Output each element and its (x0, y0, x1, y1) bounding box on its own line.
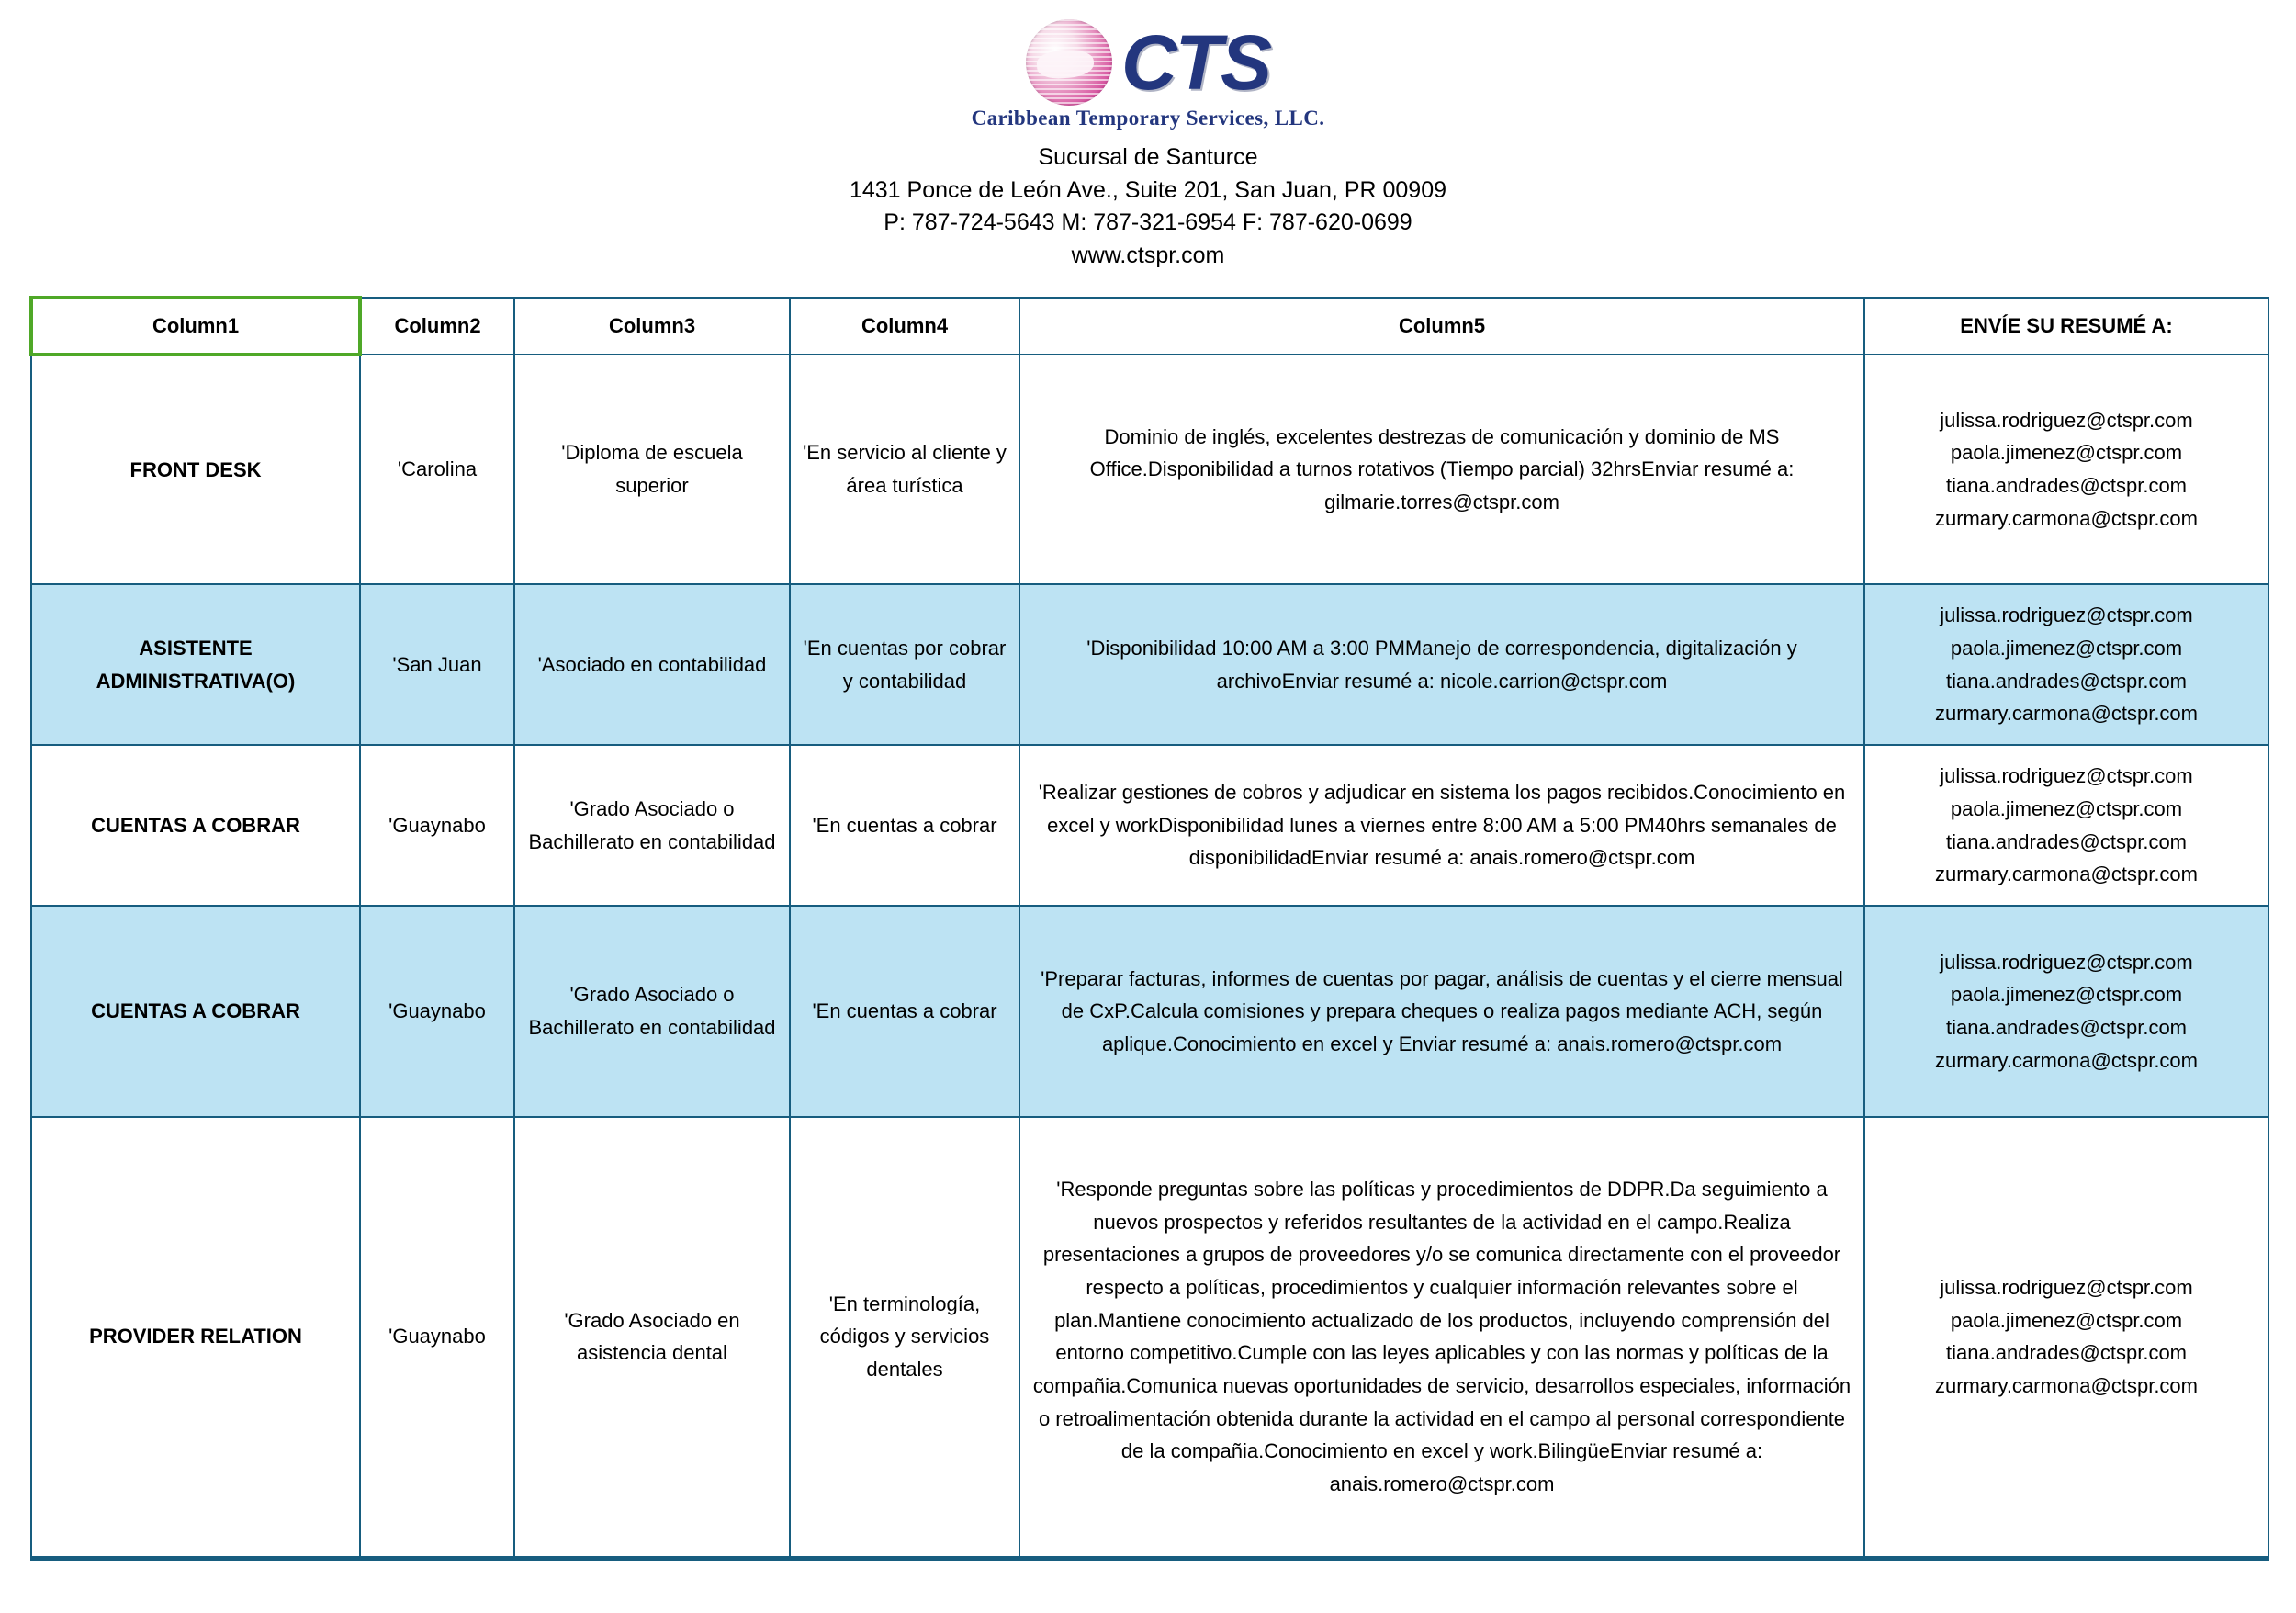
cell-col3[interactable]: 'Grado Asociado o Bachillerato en contabilidad (514, 906, 790, 1117)
cell-col1[interactable]: FRONT DESK (31, 355, 360, 584)
header-row (31, 298, 2268, 355)
cell-col2[interactable]: 'Carolina (360, 355, 514, 584)
jobs-table-container (29, 296, 2267, 1561)
cell-emails[interactable] (1864, 906, 2268, 1117)
cell-col1[interactable]: PROVIDER RELATION (31, 1117, 360, 1558)
globe-icon (1026, 19, 1112, 106)
email-address[interactable]: tiana.andrades@ctspr.com (1945, 669, 2188, 693)
table-row[interactable] (31, 906, 2268, 1117)
company-logo (972, 13, 1325, 130)
cell-col2[interactable]: 'Guaynabo (360, 745, 514, 906)
column-header-4[interactable]: Column4 (790, 298, 1019, 355)
cell-col3[interactable]: 'Grado Asociado en asistencia dental (514, 1117, 790, 1558)
email-address[interactable]: zurmary.carmona@ctspr.com (1935, 863, 2198, 886)
email-address[interactable]: tiana.andrades@ctspr.com (1945, 474, 2188, 497)
column-header-2[interactable]: Column2 (360, 298, 514, 355)
cell-col1[interactable]: CUENTAS A COBRAR (31, 745, 360, 906)
cell-col2[interactable]: 'San Juan (360, 584, 514, 745)
email-address[interactable]: julissa.rodriguez@ctspr.com (1940, 408, 2193, 432)
email-address[interactable]: paola.jimenez@ctspr.com (1950, 1308, 2183, 1332)
email-address[interactable]: zurmary.carmona@ctspr.com (1935, 702, 2198, 726)
email-address[interactable]: zurmary.carmona@ctspr.com (1935, 506, 2198, 530)
email-address[interactable]: paola.jimenez@ctspr.com (1950, 796, 2183, 820)
column-header-6[interactable]: ENVÍE SU RESUMÉ A: (1864, 298, 2268, 355)
cell-col4[interactable]: 'En cuentas a cobrar (790, 745, 1019, 906)
email-address[interactable]: tiana.andrades@ctspr.com (1945, 1341, 2188, 1365)
jobs-table (29, 296, 2269, 1561)
cell-col2[interactable]: 'Guaynabo (360, 906, 514, 1117)
table-row[interactable] (31, 584, 2268, 745)
cell-col1[interactable]: CUENTAS A COBRAR (31, 906, 360, 1117)
cell-col4[interactable]: 'En cuentas a cobrar (790, 906, 1019, 1117)
email-address[interactable]: zurmary.carmona@ctspr.com (1935, 1048, 2198, 1072)
email-address[interactable]: tiana.andrades@ctspr.com (1945, 829, 2188, 853)
cell-emails[interactable] (1864, 1117, 2268, 1558)
logo-tagline: Caribbean Temporary Services, LLC. (971, 107, 1325, 130)
table-row[interactable] (31, 745, 2268, 906)
cell-col5[interactable]: 'Responde preguntas sobre las políticas y procedimientos de DDPR.Da seguimiento a nuevos prospectos y referidos resultantes de la actividad en el campo.Realiza presentaciones a grupos de proveedores y/o se comunica directamente con el proveedor respecto a políticas, procedimientos y cualquier información relevantes sobre el plan.Mantiene conocimiento actualizado de los productos, incluyendo comprensión del entorno competitivo.Cumple con las leyes aplicables y con las normas y políticas de la compañia.Comunica nuevas oportunidades de servicio, desarrollos especiales, información o retroalimentación obtenida durante la actividad en el campo al personal correspondiente de la compañia.Conocimiento en excel y work.BilingüeEnviar resumé a: anais.romero@ctspr.com (1019, 1117, 1864, 1558)
email-address[interactable]: paola.jimenez@ctspr.com (1950, 441, 2183, 465)
table-header (31, 298, 2268, 355)
phone-numbers: P: 787-724-5643 M: 787-321-6954 F: 787-620-0699 (884, 209, 1412, 235)
column-header-1[interactable]: Column1 (31, 298, 360, 355)
cell-col3[interactable]: 'Diploma de escuela superior (514, 355, 790, 584)
street-address: 1431 Ponce de León Ave., Suite 201, San Juan, PR 00909 (849, 176, 1447, 203)
table-row[interactable] (31, 1117, 2268, 1558)
branch-name: Sucursal de Santurce (1038, 144, 1258, 170)
cell-emails[interactable] (1864, 584, 2268, 745)
email-address[interactable]: julissa.rodriguez@ctspr.com (1940, 603, 2193, 627)
email-address[interactable]: julissa.rodriguez@ctspr.com (1940, 1276, 2193, 1299)
cell-col4[interactable]: 'En terminología, códigos y servicios dentales (790, 1117, 1019, 1558)
cell-emails[interactable] (1864, 355, 2268, 584)
logo-row (972, 13, 1325, 112)
cell-col4[interactable]: 'En servicio al cliente y área turística (790, 355, 1019, 584)
cell-col5[interactable]: 'Preparar facturas, informes de cuentas por pagar, análisis de cuentas y el cierre mensual de CxP.Calcula comisiones y prepara cheques o realiza pagos mediante ACH, según aplique.Conocimiento en excel y Enviar resumé a: anais.romero@ctspr.com (1019, 906, 1864, 1117)
cell-col3[interactable]: 'Asociado en contabilidad (514, 584, 790, 745)
cell-col2[interactable]: 'Guaynabo (360, 1117, 514, 1558)
column-header-5[interactable]: Column5 (1019, 298, 1864, 355)
logo-wordmark: CTS (1120, 19, 1270, 106)
email-address[interactable]: zurmary.carmona@ctspr.com (1935, 1373, 2198, 1397)
website-url: www.ctspr.com (1071, 242, 1225, 268)
table-body (31, 355, 2268, 1558)
cell-col5[interactable]: 'Disponibilidad 10:00 AM a 3:00 PMManejo de correspondencia, digitalización y archivoEnviar resumé a: nicole.carrion@ctspr.com (1019, 584, 1864, 745)
letterhead (0, 0, 2296, 272)
cell-col4[interactable]: 'En cuentas por cobrar y contabilidad (790, 584, 1019, 745)
cell-col1[interactable]: ASISTENTE ADMINISTRATIVA(O) (31, 584, 360, 745)
cell-col3[interactable]: 'Grado Asociado o Bachillerato en contabilidad (514, 745, 790, 906)
table-row[interactable] (31, 355, 2268, 584)
email-address[interactable]: julissa.rodriguez@ctspr.com (1940, 764, 2193, 788)
email-address[interactable]: tiana.andrades@ctspr.com (1945, 1016, 2188, 1039)
cell-emails[interactable] (1864, 745, 2268, 906)
cell-col5[interactable]: 'Realizar gestiones de cobros y adjudicar en sistema los pagos recibidos.Conocimiento en excel y workDisponibilidad lunes a viernes entre 8:00 AM a 5:00 PM40hrs semanales de disponibilidadEnviar resumé a: anais.romero@ctspr.com (1019, 745, 1864, 906)
email-address[interactable]: paola.jimenez@ctspr.com (1950, 983, 2183, 1007)
column-header-3[interactable]: Column3 (514, 298, 790, 355)
cell-col5[interactable]: Dominio de inglés, excelentes destrezas de comunicación y dominio de MS Office.Disponibilidad a turnos rotativos (Tiempo parcial) 32hrsEnviar resumé a: gilmarie.torres@ctspr.com (1019, 355, 1864, 584)
email-address[interactable]: paola.jimenez@ctspr.com (1950, 636, 2183, 660)
email-address[interactable]: julissa.rodriguez@ctspr.com (1940, 950, 2193, 974)
